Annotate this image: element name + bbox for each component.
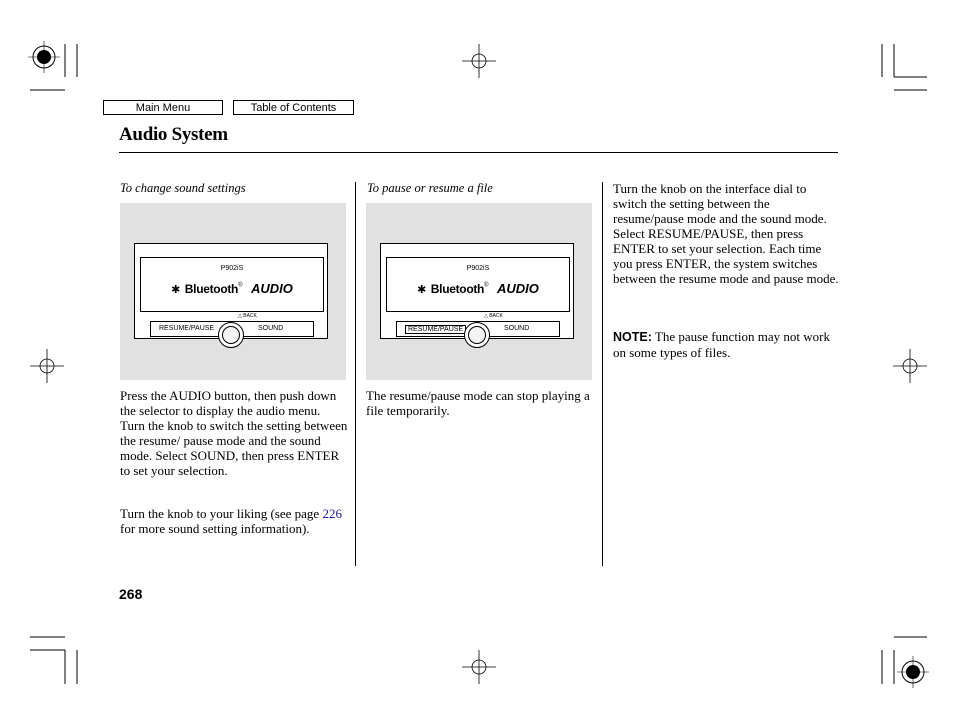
display-screen: [140, 257, 324, 312]
main-menu-button[interactable]: Main Menu: [103, 100, 223, 115]
sound-option[interactable]: SOUND: [258, 325, 284, 332]
back-label: △ BACK: [238, 313, 257, 319]
display-figure-sound: [120, 203, 346, 380]
display-screen: [386, 257, 570, 312]
crosshair-icon: [30, 349, 64, 383]
instruction-paragraph: Turn the knob to your liking (see page 226 for more sound setting information).: [120, 506, 342, 536]
crosshair-icon: [462, 44, 496, 78]
back-label: △ BACK: [484, 313, 503, 319]
bluetooth-brand: Bluetooth: [184, 282, 239, 296]
track-name: P902iS: [466, 265, 490, 272]
selector-knob-icon: [218, 322, 244, 348]
audio-mode-label: AUDIO: [250, 281, 293, 296]
selector-knob-icon: [464, 322, 490, 348]
figure-caption-pause: To pause or resume a file: [367, 181, 493, 195]
sound-option[interactable]: SOUND: [504, 325, 530, 332]
table-of-contents-button[interactable]: Table of Contents: [233, 100, 354, 115]
display-figure-pause: [366, 203, 592, 380]
note-paragraph: NOTE: The pause function may not work on some types of files.: [613, 329, 830, 360]
bluetooth-icon: ✱: [417, 284, 427, 296]
title-divider: [119, 152, 838, 153]
page-number: 268: [119, 586, 143, 602]
instruction-paragraph: Press the AUDIO button, then push down the selector to display the audio menu. Turn the knob to switch the setting between the resume/ pause mode and the sound mode. Select SOUND, then press ENTER to set your selection.: [120, 388, 348, 478]
bluetooth-brand: Bluetooth: [430, 282, 485, 296]
bluetooth-audio-label: ✱ Bluetooth® AUDIO: [171, 281, 293, 296]
crosshair-icon: [462, 650, 496, 684]
audio-mode-label: AUDIO: [496, 281, 539, 296]
resume-pause-option[interactable]: RESUME/PAUSE: [159, 325, 215, 332]
column-divider: [602, 182, 603, 566]
registration-target-icon: [28, 41, 60, 73]
column-divider: [355, 182, 356, 566]
resume-pause-option[interactable]: RESUME/PAUSE: [405, 325, 466, 334]
note-label: NOTE:: [613, 330, 652, 344]
page-226-link[interactable]: 226: [322, 506, 342, 521]
figure-caption-sound: To change sound settings: [120, 181, 246, 195]
page-title: Audio System: [119, 124, 228, 145]
crosshair-icon: [893, 349, 927, 383]
registration-target-icon: [897, 656, 929, 688]
knob-instruction-paragraph: Turn the knob on the interface dial to switch the setting between the resume/pause mode and the sound mode. Select RESUME/PAUSE, then press ENTER to set your selection. Each time you press ENTER, the system switches between the resume mode and pause mode.: [613, 181, 839, 286]
resume-pause-paragraph: The resume/pause mode can stop playing a file temporarily.: [366, 388, 590, 418]
track-name: P902iS: [220, 265, 244, 272]
bluetooth-audio-label: ✱ Bluetooth® AUDIO: [417, 281, 539, 296]
bluetooth-icon: ✱: [171, 284, 181, 296]
